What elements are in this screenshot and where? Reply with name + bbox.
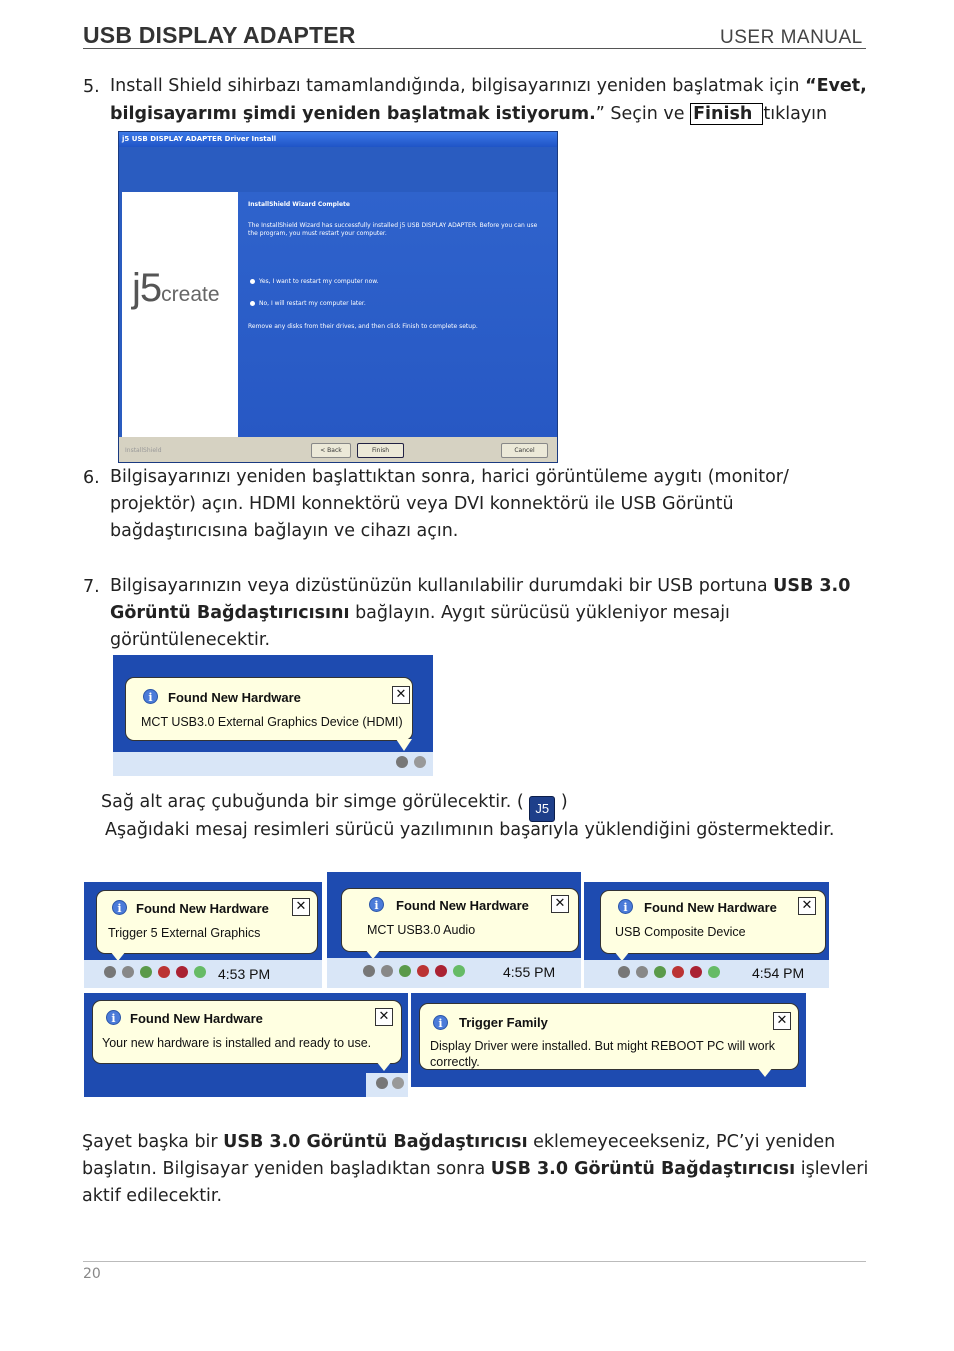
installer-heading: InstallShield Wizard Complete xyxy=(248,201,350,208)
step-5-number: 5. xyxy=(83,77,100,97)
tray-clock: 4:54 PM xyxy=(752,965,805,981)
balloon-message-1: Display Driver were installed. But might REBOOT PC will work xyxy=(430,1039,776,1053)
info-icon: i xyxy=(143,689,158,704)
tray-status-icon[interactable] xyxy=(122,966,134,978)
close-icon[interactable]: ✕ xyxy=(773,1012,791,1030)
radio-yes[interactable] xyxy=(250,279,255,284)
document-title: USB DISPLAY ADAPTER xyxy=(83,22,356,48)
balloon-message: Trigger 5 External Graphics xyxy=(108,926,261,940)
installshield-label: InstallShield xyxy=(125,447,162,454)
shield-icon[interactable] xyxy=(176,966,188,978)
step-5-bold-start: “Evet, xyxy=(805,76,867,96)
info-icon: i xyxy=(112,900,127,915)
tray-device-icon[interactable] xyxy=(104,966,116,978)
balloon-title: Found New Hardware xyxy=(396,898,529,913)
tray-device-icon[interactable] xyxy=(376,1077,388,1089)
balloon-title: Trigger Family xyxy=(459,1015,548,1030)
finish-button[interactable]: Finish xyxy=(357,443,404,458)
balloon-shot-1 xyxy=(84,882,322,988)
close-icon[interactable]: ✕ xyxy=(292,898,310,916)
tray-device-icon[interactable] xyxy=(396,756,408,768)
balloon-tail xyxy=(757,1067,773,1077)
balloon-title: Found New Hardware xyxy=(130,1011,263,1026)
finish-boxed-label: Finish xyxy=(690,103,763,125)
installer-screenshot xyxy=(118,131,558,463)
info-icon: i xyxy=(369,897,384,912)
step-6-line-3: bağdaştırıcısına bağlayın ve cihazı açın. xyxy=(110,521,459,541)
step-6-number: 6. xyxy=(83,468,100,488)
balloon-tail xyxy=(376,1061,392,1071)
tray-device-icon[interactable] xyxy=(618,966,630,978)
installer-option-yes: Yes, I want to restart my computer now. xyxy=(259,278,379,285)
graphics-icon[interactable] xyxy=(453,965,465,977)
notification-balloon xyxy=(92,1000,402,1064)
radio-no[interactable] xyxy=(250,301,255,306)
step-5-line-2 xyxy=(110,101,827,128)
info-icon: i xyxy=(433,1015,448,1030)
j5create-logo: j5create xyxy=(132,266,220,310)
installer-option-no: No, I will restart my computer later. xyxy=(259,300,366,307)
tray-status-icon[interactable] xyxy=(381,965,393,977)
back-button[interactable]: < Back xyxy=(311,443,351,458)
step-5-text-2: ” Seçin ve xyxy=(595,104,691,124)
step-5-text: Install Shield sihirbazı tamamlandığında, bilgisayarınızı yeniden başlatmak için xyxy=(110,76,806,96)
installer-titlebar: j5 USB DISPLAY ADAPTER Driver Install xyxy=(119,132,557,147)
closing-line-3: aktif edilecektir. xyxy=(82,1186,223,1206)
speaker-icon[interactable] xyxy=(672,966,684,978)
balloon-message: Your new hardware is installed and ready to use. xyxy=(102,1036,372,1050)
header-rule xyxy=(83,48,866,49)
speaker-icon[interactable] xyxy=(417,965,429,977)
shield-icon[interactable] xyxy=(435,965,447,977)
step-6-line-2: projektör) açın. HDMI konnektörü veya DVI konnektörü ile USB Görüntü xyxy=(110,494,734,514)
tray-clock-icon[interactable] xyxy=(392,1077,404,1089)
balloon-shot-2 xyxy=(327,872,581,988)
step-5-line-1 xyxy=(110,73,900,100)
tray-network-icon[interactable] xyxy=(140,966,152,978)
step-5-bold-option: bilgisayarımı şimdi yeniden başlatmak istiyorum. xyxy=(110,104,596,124)
found-hardware-screenshot xyxy=(113,655,433,776)
step-7-line-3: görüntülenecektir. xyxy=(110,630,271,650)
page-number: 20 xyxy=(83,1266,101,1282)
balloon-shot-3 xyxy=(584,882,829,988)
speaker-icon[interactable] xyxy=(158,966,170,978)
balloon-tail xyxy=(396,739,412,751)
tray-clock-icon[interactable] xyxy=(414,756,426,768)
balloon-title: Found New Hardware xyxy=(168,690,301,705)
document-subtitle: USER MANUAL xyxy=(720,27,863,48)
success-note: Aşağıdaki mesaj resimleri sürücü yazılımının başarıyla yüklendiğini göstermektedir. xyxy=(105,820,835,840)
step-7-line-1: Bilgisayarınızın veya dizüstünüzün kullanılabilir durumdaki bir USB portuna USB 3.0 xyxy=(110,576,851,596)
cancel-button[interactable]: Cancel xyxy=(501,443,548,458)
balloon-shot-4 xyxy=(84,993,408,1097)
balloon-message-2: correctly. xyxy=(430,1055,480,1069)
step-7-number: 7. xyxy=(83,577,100,597)
tray-status-icon[interactable] xyxy=(636,966,648,978)
j5-tray-icon: J5 xyxy=(529,796,555,822)
installer-note: Remove any disks from their drives, and then click Finish to complete setup. xyxy=(248,323,478,330)
balloon-shot-5 xyxy=(411,993,806,1087)
graphics-icon[interactable] xyxy=(708,966,720,978)
balloon-message: MCT USB3.0 External Graphics Device (HDMI) xyxy=(141,715,403,729)
balloon-message: MCT USB3.0 Audio xyxy=(367,923,476,937)
footer-rule xyxy=(83,1261,866,1262)
shield-icon[interactable] xyxy=(690,966,702,978)
close-icon[interactable]: ✕ xyxy=(551,895,569,913)
graphics-icon[interactable] xyxy=(194,966,206,978)
taskbar-tray xyxy=(113,752,433,776)
close-icon[interactable]: ✕ xyxy=(392,686,410,704)
tray-device-icon[interactable] xyxy=(363,965,375,977)
step-5-text-3: tıklayın xyxy=(763,104,828,124)
installer-body: The InstallShield Wizard has successfully installed j5 USB DISPLAY ADAPTER. Before you can use the program, you must restart your computer. xyxy=(248,222,538,237)
closing-line-1: Şayet başka bir USB 3.0 Görüntü Bağdaştırıcısı eklemeyeceekseniz, PC’yi yeniden xyxy=(82,1132,836,1152)
balloon-title: Found New Hardware xyxy=(136,901,269,916)
tray-clock: 4:55 PM xyxy=(503,964,556,980)
close-icon[interactable]: ✕ xyxy=(375,1008,393,1026)
tray-icon-note: Sağ alt araç çubuğunda bir simge görülecektir. ( J5 ) xyxy=(101,789,568,822)
tray-network-icon[interactable] xyxy=(654,966,666,978)
balloon-message: USB Composite Device xyxy=(615,925,746,939)
info-icon: i xyxy=(618,899,633,914)
close-icon[interactable]: ✕ xyxy=(798,897,816,915)
tray-network-icon[interactable] xyxy=(399,965,411,977)
balloon-title: Found New Hardware xyxy=(644,900,777,915)
info-icon: i xyxy=(106,1010,121,1025)
installer-logo-panel xyxy=(122,192,238,462)
tray-clock: 4:53 PM xyxy=(218,966,271,982)
notification-balloon xyxy=(125,677,413,741)
closing-line-2: başlatın. Bilgisayar yeniden başladıktan sonra USB 3.0 Görüntü Bağdaştırıcısı işlevleri xyxy=(82,1159,869,1179)
step-7-line-2: Görüntü Bağdaştırıcısını bağlayın. Aygıt sürücüsü yükleniyor mesajı xyxy=(110,603,730,623)
notification-balloon xyxy=(96,890,318,954)
step-6-line-1: Bilgisayarınızı yeniden başlattıktan sonra, harici görüntüleme aygıtı (monitor/ xyxy=(110,467,789,487)
